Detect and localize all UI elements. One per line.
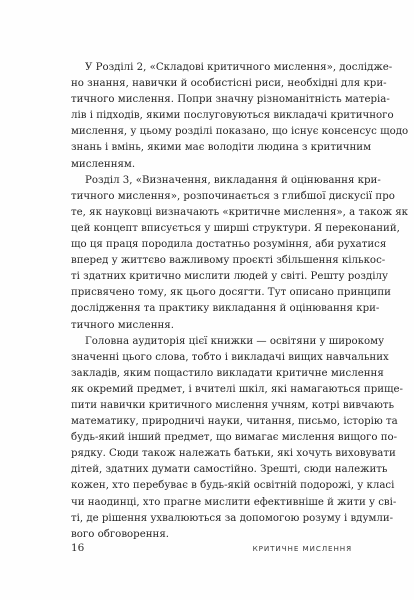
text-line: кожен, хто перебуває в будь-якій освітній подорожі, у класі	[71, 480, 395, 492]
page-number: 16	[71, 542, 85, 554]
text-line: ті, де рішення ухвалюються за допомогою розуму і вдумли-	[71, 512, 394, 524]
paragraph	[71, 334, 403, 543]
text-line: цей концепт вписується у ширші структури. Я переконаний,	[71, 222, 400, 234]
text-line: що ця праця породила достатньо розуміння, аби рухатися	[71, 239, 387, 251]
text-line: но знання, навички й особистісні риси, необхідні для кри-	[71, 78, 387, 90]
text-line: математику, природничі науки, читання, письмо, історію та	[71, 416, 398, 428]
text-line: рядку. Сюди також належать батьки, які хочуть виховувати	[71, 448, 396, 460]
text-line: мислення, у цьому розділі показано, що існує консенсус щодо	[71, 126, 409, 138]
text-line: будь-який інший предмет, що вимагає мислення вищого по-	[71, 432, 398, 444]
paragraph	[71, 173, 409, 334]
text-line: пити навички критичного мислення учням, котрі вивчають	[71, 399, 395, 411]
text-line: лів і підходів, якими послуговуються викладачі критичного	[71, 110, 394, 122]
running-title: КРИТИЧНЕ МИСЛЕННЯ	[252, 544, 352, 553]
text-line: мисленням.	[71, 158, 136, 170]
text-line: вого обговорення.	[71, 528, 169, 540]
paragraph	[71, 60, 409, 173]
text-line: те, як науковці визначають «критичне мислення», а також як	[71, 206, 409, 218]
text-line: закладів, яким пощастило викладати критичне мислення	[71, 367, 384, 379]
text-line: дітей, здатних думати самостійно. Зрешті, сюди належить	[71, 464, 388, 476]
text-line: присвячено тому, як цього досягти. Тут описано принципи	[71, 287, 391, 299]
body-text	[71, 60, 409, 543]
text-line: дослідження та практику викладання й оцінювання кри-	[71, 303, 380, 315]
text-line: як окремий предмет, і вчителі шкіл, які намагаються прище-	[71, 383, 403, 395]
text-line: Розділ 3, «Визначення, викладання й оцінювання кри-	[85, 174, 381, 186]
text-line: ті здатних критично мислити людей у світі. Решту розділу	[71, 271, 388, 283]
text-line: вперед у життєво важливому проєкті збільшення кількос-	[71, 255, 386, 267]
text-line: тичного мислення», розпочинається з глибшої дискусії про	[71, 190, 395, 202]
page-footer	[71, 542, 352, 556]
text-line: тичного мислення.	[71, 319, 174, 331]
text-line: тичного мислення. Попри значну різноманітність матеріа-	[71, 94, 390, 106]
text-line: У Розділі 2, «Складові критичного мислення», дослідже-	[85, 62, 393, 73]
text-line: знань і вмінь, якими має володіти людина з критичним	[71, 142, 372, 154]
text-line: значенні цього слова, тобто і викладачі вищих навчальних	[71, 351, 389, 363]
text-line: Головна аудиторія цієї книжки — освітяни у широкому	[85, 335, 385, 347]
text-line: чи наодинці, хто прагне мислити ефективніше й жити у сві-	[71, 496, 397, 508]
